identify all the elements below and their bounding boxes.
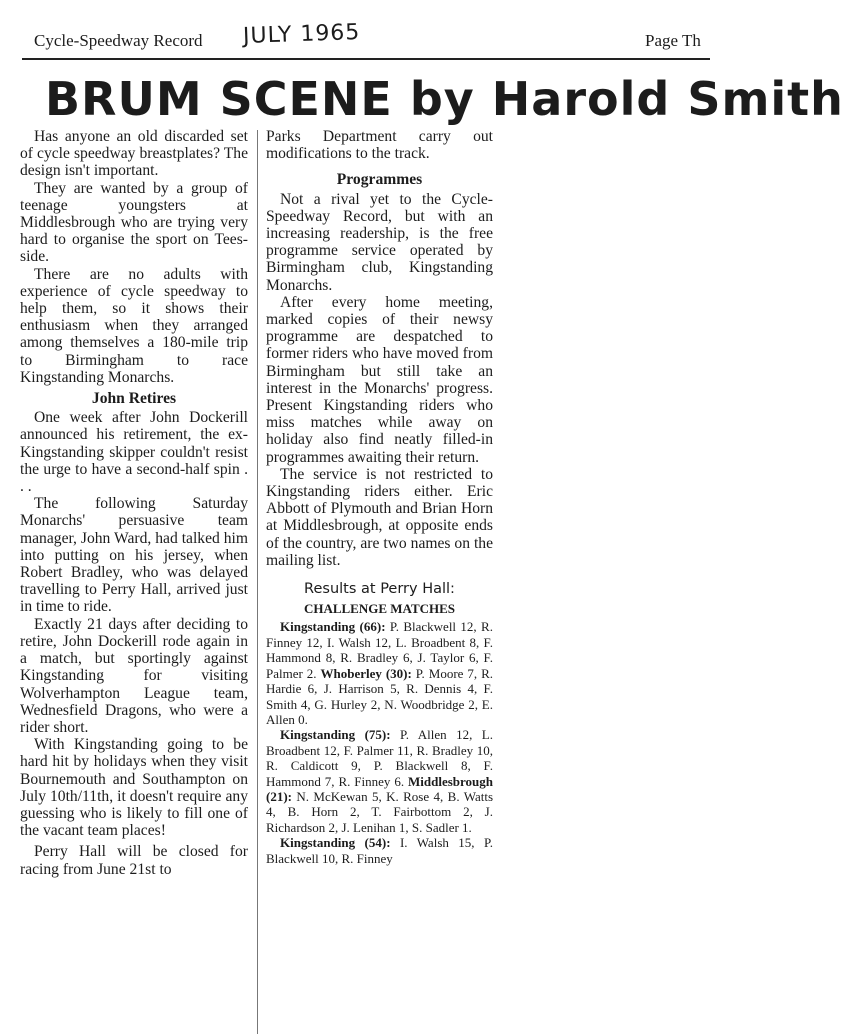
results-title: Results at Perry Hall: [304, 581, 455, 598]
team-score: Whoberley (30): [320, 665, 416, 681]
paragraph: There are no adults with experience of cycle speedway to help them, so it shows their enthusiasm when they arranged among themselves a 180-mile trip to Birmingham to race Kingstanding Monarchs. [20, 265, 248, 386]
paragraph: Not a rival yet to the Cycle-Speedway Record, but with an increasing readership, is the free programme service operated by Birmingham club, Kingstanding Monarchs. [266, 190, 493, 294]
page-header [0, 0, 710, 60]
paragraph: One week after John Dockerill announced his retirement, the ex-Kingstanding skipper couldn't resist the urge to have a second-half spin . . . [20, 409, 248, 496]
section-heading: Programmes [336, 171, 423, 189]
headline: BRUM SCENE by Harold Smith [45, 72, 844, 126]
rider-scores: P. Moore 7, R. Hardie 6, J. Harrison 5, R. Dennis 4, F. Smith 4, G. Hurley 2, N. Woodbridge 2, E. Allen 0. [266, 665, 493, 727]
page-number: Page Th [645, 31, 701, 50]
paragraph: The following Saturday Monarchs' persuasive team manager, John Ward, had talked him into putting on his jersey, when Robert Bradley, who was delayed travelling to Perry Hall, arrived just in time to ride. [20, 495, 248, 616]
paragraph: The service is not restricted to Kingstanding riders either. Eric Abbott of Plymouth and Brian Horn at Middlesbrough, at opposite ends of the country, are two names on the mailing list. [266, 465, 493, 569]
column-left [20, 128, 248, 878]
rider-scores: P. Blackwell 12, R. Finney 12, I. Walsh 12, L. Broadbent 8, F. Hammond 8, R. Bradley 6, J. Taylor 6, F. Palmer 2. [266, 619, 493, 681]
rider-scores: N. McKewan 5, K. Rose 4, B. Watts 4, B. Horn 2, T. Fairbottom 2, J. Richardson 2, J. Lenihan 1, S. Sadler 1. [266, 788, 494, 835]
paragraph: After every home meeting, marked copies of their newsy programme are despatched to former riders who have moved from Birmingham but still take an interest in the Monarchs' progress. Present Kingstanding riders who miss matches while away on holiday also find neatly filled-in programmes awaiting their return. [266, 293, 493, 466]
paragraph: They are wanted by a group of teenage youngsters at Middlesbrough who are trying very hard to organise the sport on Tees-side. [20, 179, 248, 266]
match-result [266, 619, 493, 727]
match-result [266, 835, 493, 866]
match-result [266, 727, 493, 835]
header-rule [22, 58, 710, 60]
column-divider [257, 130, 258, 1034]
paragraph: Has anyone an old discarded set of cycle speedway breastplates? The design isn't important. [20, 128, 248, 180]
section-heading: John Retires [91, 390, 177, 408]
results-subtitle: CHALLENGE MATCHES [303, 601, 456, 617]
team-score: Kingstanding (66): [280, 619, 390, 635]
team-score: Kingstanding (54): [280, 835, 400, 851]
paragraph: Exactly 21 days after deciding to retire, John Dockerill rode again in a match, but sportingly against Kingstanding for visiting Wolverhampton League team, Wednesfield Dragons, who were a rider short. [20, 615, 248, 736]
paragraph: Parks Department carry out modifications to the track. [266, 128, 493, 163]
paragraph: With Kingstanding going to be hard hit by holidays when they visit Bournemouth and Southampton on July 10th/11th, it doesn't require any guessing who is likely to fill one of the vacant team places! [20, 736, 248, 840]
column-right [266, 128, 493, 866]
handwritten-date: JULY 1965 [242, 19, 361, 50]
team-score: Kingstanding (75): [280, 727, 401, 743]
rider-scores: P. Allen 12, L. Broadbent 12, F. Palmer 11, R. Bradley 10, R. Caldicott 9, P. Blackwell 8, F. Hammond 7, R. Finney 6. [266, 727, 493, 789]
publication-name: Cycle-Speedway Record [34, 31, 203, 50]
rider-scores: I. Walsh 15, P. Blackwell 10, R. Finney [266, 835, 493, 866]
team-score: Middlesbrough (21): [266, 773, 493, 804]
paragraph: Perry Hall will be closed for racing from June 21st to [20, 843, 248, 878]
